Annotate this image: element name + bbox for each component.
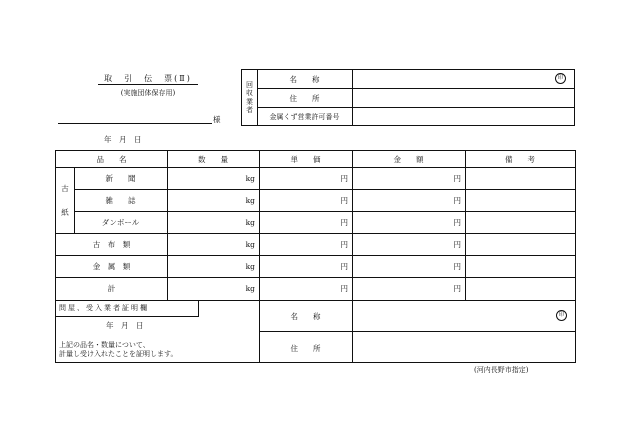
header-amount: 金 額 xyxy=(393,155,424,164)
unit-price-yen[interactable]: 円 xyxy=(340,284,348,293)
quantity-unit[interactable]: kg xyxy=(245,284,255,293)
collector-name-label: 名 称 xyxy=(289,75,320,84)
attestation-statement-line: 上記の品名・数量について、 xyxy=(59,341,150,349)
table-row-line xyxy=(56,277,575,278)
collector-label-char: 業 xyxy=(246,97,253,106)
table-row-line xyxy=(56,233,575,234)
row-label-cardboard: ダンボール xyxy=(101,218,140,227)
quantity-unit[interactable]: kg xyxy=(245,218,255,227)
quantity-unit[interactable]: kg xyxy=(245,262,255,271)
attestation-label-box xyxy=(56,301,199,317)
collector-address-label: 住 所 xyxy=(289,94,320,103)
unit-price-yen[interactable]: 円 xyxy=(340,262,348,271)
collector-label-char: 収 xyxy=(246,89,253,97)
header-quantity: 数 量 xyxy=(198,155,228,164)
table-row-line xyxy=(56,255,575,256)
attestation-name-label: 名 称 xyxy=(290,312,321,321)
document-title: 取 引 伝 票(Ⅱ) xyxy=(104,74,192,83)
unit-price-yen[interactable]: 円 xyxy=(340,240,348,249)
quantity-unit[interactable]: kg xyxy=(245,174,255,183)
header-unit-price: 単 価 xyxy=(290,155,321,164)
collector-label-char: 者 xyxy=(246,106,253,114)
paper-group-label: 古 xyxy=(61,184,69,193)
attestation-address-field[interactable] xyxy=(353,332,575,362)
recipient-name-line[interactable] xyxy=(58,123,212,124)
attestation-label: 問屋、受入業者証明欄 xyxy=(59,304,149,312)
row-label-old-cloth: 古 布 類 xyxy=(92,240,131,249)
transaction-table xyxy=(55,150,576,363)
table-row-line xyxy=(74,189,575,190)
paper-group-label: 紙 xyxy=(61,208,69,217)
amount-yen[interactable]: 円 xyxy=(453,262,461,271)
quantity-unit[interactable]: kg xyxy=(245,240,255,249)
unit-price-yen[interactable]: 円 xyxy=(340,218,348,227)
designation-note: (河内長野市指定) xyxy=(474,366,529,374)
collector-vertical-label xyxy=(242,70,257,125)
collector-license-label: 金属くず営業許可番号 xyxy=(269,113,340,121)
amount-yen[interactable]: 円 xyxy=(453,174,461,183)
amount-yen[interactable]: 円 xyxy=(453,196,461,205)
amount-yen[interactable]: 円 xyxy=(453,284,461,293)
row-label-newspaper: 新 聞 xyxy=(105,174,136,183)
header-remarks: 備 考 xyxy=(505,155,535,164)
amount-yen[interactable]: 円 xyxy=(453,218,461,227)
issue-date-field[interactable]: 年 月 日 xyxy=(104,135,142,144)
quantity-unit[interactable]: kg xyxy=(245,196,255,205)
collector-license-field[interactable] xyxy=(353,108,574,125)
title-underline xyxy=(98,84,198,85)
collector-name-field[interactable] xyxy=(353,70,574,88)
table-row-line xyxy=(74,211,575,212)
header-item: 品 名 xyxy=(96,155,127,164)
amount-yen[interactable]: 円 xyxy=(453,240,461,249)
table-row-line xyxy=(56,167,575,168)
attestation-date-field[interactable]: 年 月 日 xyxy=(106,321,144,330)
unit-price-yen[interactable]: 円 xyxy=(340,196,348,205)
row-label-metals: 金 属 類 xyxy=(92,262,131,271)
attestation-statement-line: 計量し受け入れたことを証明します。 xyxy=(59,350,178,358)
attestation-address-label: 住 所 xyxy=(290,344,321,353)
collector-label-char: 回 xyxy=(246,80,253,89)
seal-icon: 印 xyxy=(556,310,567,321)
unit-price-yen[interactable]: 円 xyxy=(340,174,348,183)
row-label-magazine: 雑 誌 xyxy=(105,196,136,205)
collector-box xyxy=(241,69,575,126)
table-divider xyxy=(465,151,466,301)
row-label-total: 計 xyxy=(107,284,116,293)
document-subtitle: (実施団体保存用) xyxy=(120,89,176,97)
seal-icon: 印 xyxy=(555,73,566,84)
collector-address-field[interactable] xyxy=(353,89,574,107)
recipient-suffix: 様 xyxy=(213,115,221,124)
attestation-name-field[interactable] xyxy=(353,301,575,331)
